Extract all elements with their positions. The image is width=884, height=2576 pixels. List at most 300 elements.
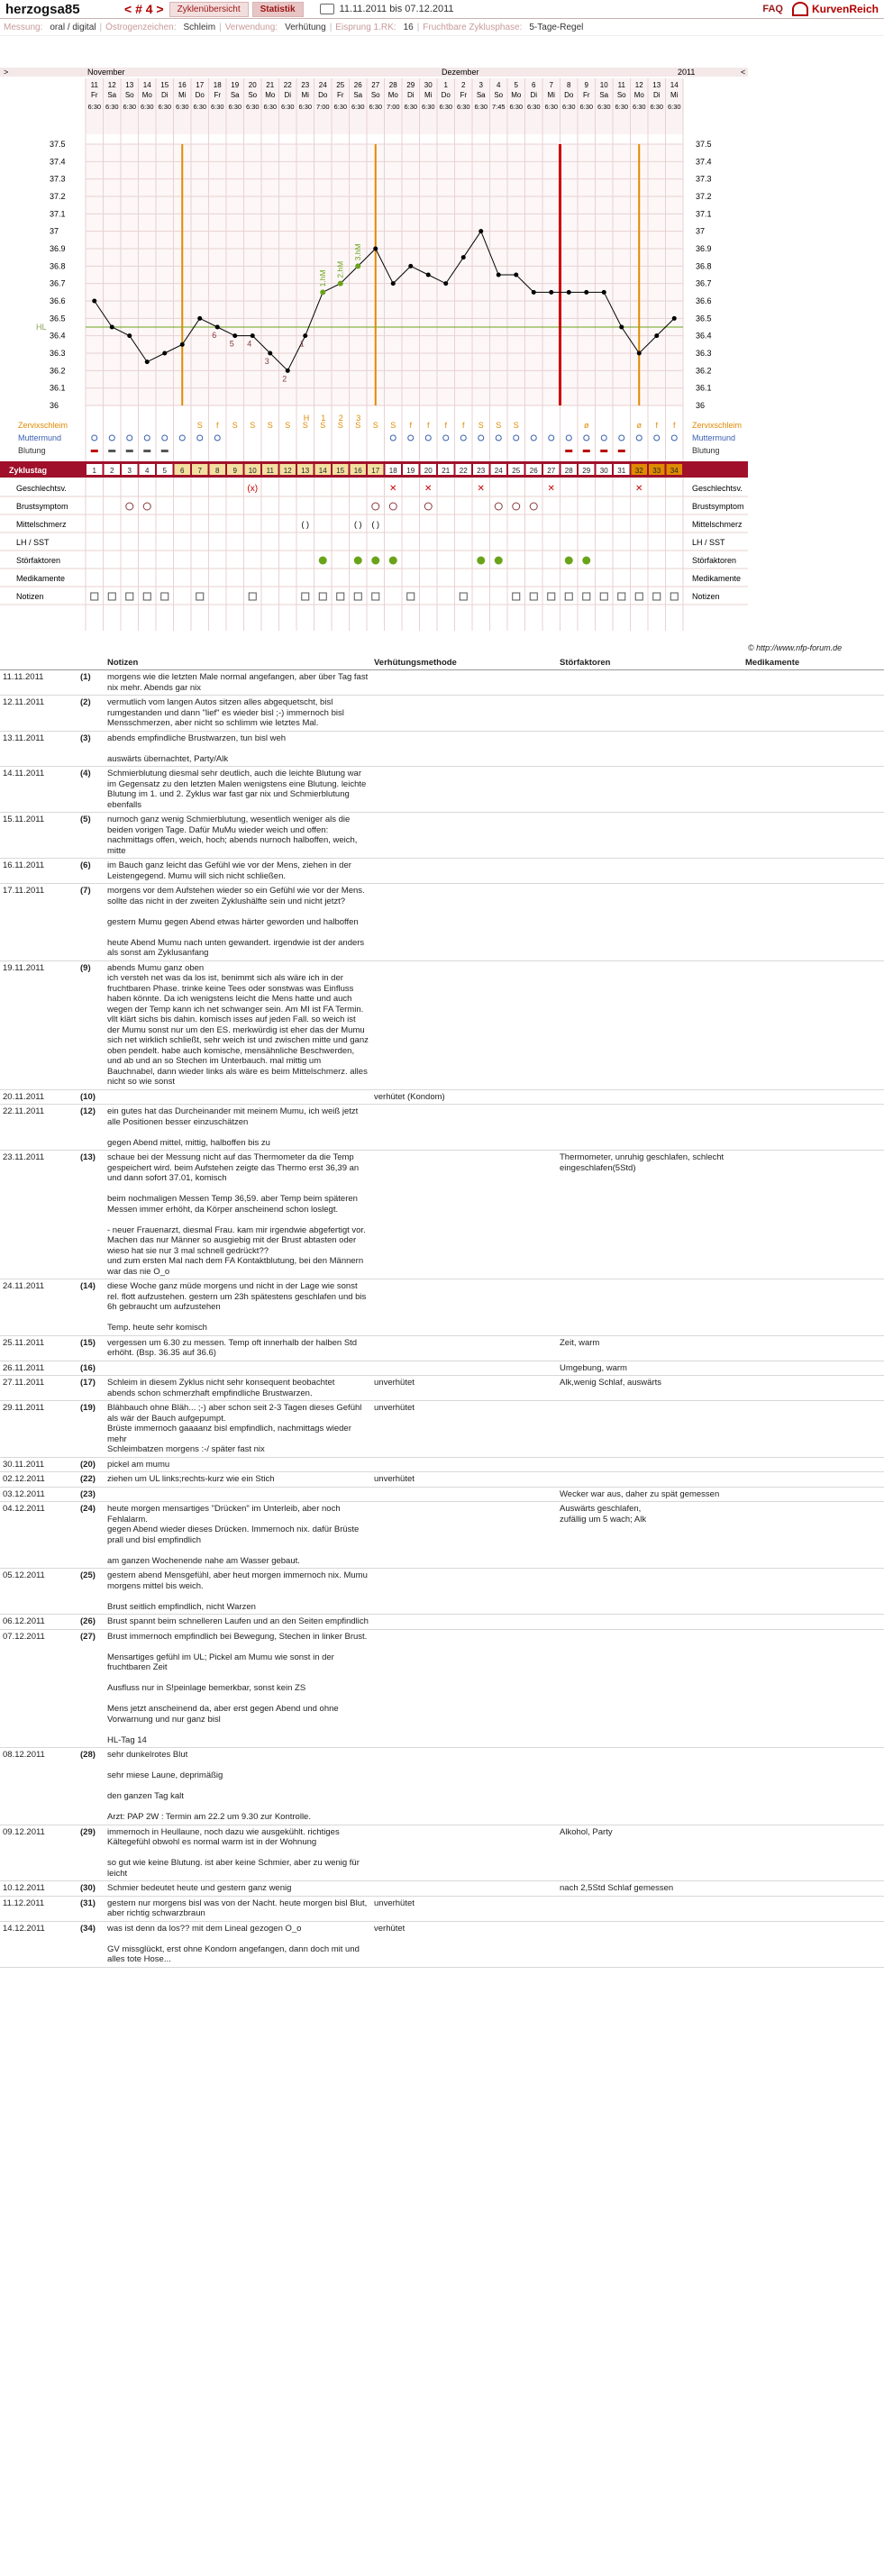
subnav-item: 5-Tage-Regel bbox=[529, 22, 584, 32]
day-number: 11 bbox=[90, 81, 98, 89]
day-number: 17 bbox=[196, 81, 205, 89]
temperature-point bbox=[286, 369, 290, 373]
y-tick-label: 36.1 bbox=[50, 383, 66, 393]
cycle-day-number: 20 bbox=[424, 467, 433, 475]
cervical-mucus-value: f bbox=[655, 421, 659, 430]
weekday-label: Sa bbox=[107, 91, 117, 99]
temperature-point bbox=[232, 333, 237, 338]
row-label-notizen: Notizen bbox=[16, 592, 44, 601]
time-label: 6:30 bbox=[333, 103, 348, 111]
note-icon bbox=[143, 593, 150, 600]
cell-medication bbox=[743, 1472, 884, 1488]
cycle-day-number: 26 bbox=[529, 467, 538, 475]
logo-text: KurvenReich bbox=[811, 3, 879, 15]
temperature-point bbox=[162, 351, 167, 356]
cycle-day-number: 29 bbox=[582, 467, 591, 475]
cell-s bbox=[557, 767, 743, 813]
time-label: 6:30 bbox=[474, 103, 488, 111]
cervical-mucus-value: S bbox=[232, 421, 238, 430]
cell-s bbox=[557, 1615, 743, 1630]
subnav-item: Schleim bbox=[183, 22, 216, 32]
temperature-point bbox=[654, 333, 659, 338]
cell-medication bbox=[743, 884, 884, 961]
weekday-label: Do bbox=[441, 91, 451, 99]
y-tick-label-right: 36 bbox=[696, 401, 706, 410]
time-label: 6:30 bbox=[245, 103, 260, 111]
cell-s bbox=[557, 731, 743, 767]
cell-num: (5) bbox=[77, 813, 105, 859]
cell-medication bbox=[743, 1921, 884, 1967]
username: herzogsa85 bbox=[5, 1, 80, 17]
cell-s bbox=[557, 1472, 743, 1488]
cell-medication bbox=[743, 1748, 884, 1825]
day-number: 13 bbox=[125, 81, 134, 89]
high-label: 2.hM bbox=[335, 260, 345, 278]
y-tick-label-right: 36.3 bbox=[696, 349, 712, 358]
cycle-day-number: 32 bbox=[634, 467, 643, 475]
high-label: 1.hM bbox=[318, 269, 328, 287]
cycle-day-number: 3 bbox=[127, 467, 132, 475]
y-tick-label-right: 36.4 bbox=[696, 331, 712, 341]
intercourse-icon: ✕ bbox=[424, 484, 433, 494]
cell-v bbox=[371, 1151, 557, 1279]
cell-num: (30) bbox=[77, 1881, 105, 1897]
time-label: 6:30 bbox=[404, 103, 418, 111]
time-label: 6:30 bbox=[579, 103, 594, 111]
temperature-point bbox=[426, 273, 431, 278]
cell-s bbox=[557, 1629, 743, 1748]
cervical-mucus-value: f bbox=[426, 421, 430, 430]
cell-medication bbox=[743, 859, 884, 884]
temperature-point bbox=[320, 289, 325, 295]
row-label-zervix: Zervixschleim bbox=[18, 421, 68, 430]
note-icon bbox=[530, 593, 537, 600]
row-label-right-stoer: Störfaktoren bbox=[692, 556, 737, 565]
note-icon bbox=[513, 593, 520, 600]
cell-note: vermutlich vom langen Autos sitzen alles abgequetscht, bisl rumgestanden und dann "lief" es wieder bisl ;-) immernoch bisl Mensschmerzen, aber nicht so schlimm wie letztes Mal. bbox=[105, 696, 371, 732]
cell-note bbox=[105, 1487, 371, 1502]
time-label: 7:00 bbox=[315, 103, 330, 111]
disturbance-icon bbox=[495, 557, 503, 565]
temperature-point bbox=[602, 290, 606, 295]
cell-medication bbox=[743, 813, 884, 859]
cervical-mucus-value: f bbox=[409, 421, 413, 430]
cell-date: 29.11.2011 bbox=[0, 1401, 77, 1458]
row-label-right-geschlecht: Geschlechtsv. bbox=[692, 484, 743, 493]
cell-num: (31) bbox=[77, 1896, 105, 1921]
pain-icon: ( ) bbox=[354, 520, 362, 529]
cell-num: (7) bbox=[77, 884, 105, 961]
cell-v: verhütet (Kondom) bbox=[371, 1089, 557, 1105]
note-icon bbox=[249, 593, 256, 600]
row-label-geschlecht: Geschlechtsv. bbox=[16, 484, 67, 493]
cell-s: Alk,wenig Schlaf, auswärts bbox=[557, 1376, 743, 1401]
cell-num: (9) bbox=[77, 960, 105, 1089]
weekday-label: Mi bbox=[424, 91, 433, 99]
y-tick-label-right: 37.3 bbox=[696, 174, 712, 184]
day-number: 24 bbox=[318, 81, 327, 89]
temperature-point bbox=[567, 290, 571, 295]
printer-icon[interactable] bbox=[320, 4, 334, 14]
weekday-label: Di bbox=[406, 91, 415, 99]
cycle-day-number: 7 bbox=[197, 467, 202, 475]
cell-v: unverhütet bbox=[371, 1401, 557, 1458]
table-row bbox=[0, 1279, 884, 1336]
row-label-right-zervix: Zervixschleim bbox=[692, 421, 743, 430]
cell-v bbox=[371, 1502, 557, 1569]
cycle-day-number: 17 bbox=[371, 467, 380, 475]
cycle-day-number: 31 bbox=[617, 467, 626, 475]
day-number: 4 bbox=[497, 81, 501, 89]
cell-medication bbox=[743, 1457, 884, 1472]
table-row bbox=[0, 1615, 884, 1630]
note-icon bbox=[548, 593, 555, 600]
cell-s bbox=[557, 813, 743, 859]
time-label: 6:30 bbox=[123, 103, 137, 111]
day-number: 1 bbox=[443, 81, 448, 89]
cell-medication bbox=[743, 1401, 884, 1458]
day-number: 9 bbox=[584, 81, 588, 89]
cell-v bbox=[371, 1881, 557, 1897]
phase-marker: 1 bbox=[321, 414, 326, 423]
cervical-mucus-value: f bbox=[444, 421, 448, 430]
cell-num: (24) bbox=[77, 1502, 105, 1569]
cell-medication bbox=[743, 1151, 884, 1279]
cell-v bbox=[371, 670, 557, 696]
cycle-day-number: 11 bbox=[266, 467, 274, 475]
y-tick-label-right: 37.5 bbox=[696, 140, 712, 149]
weekday-label: Mo bbox=[633, 91, 644, 99]
pain-icon: ( ) bbox=[371, 520, 379, 529]
note-icon bbox=[108, 593, 115, 600]
day-number: 25 bbox=[336, 81, 345, 89]
y-tick-label: 37.5 bbox=[50, 140, 66, 149]
table-row bbox=[0, 960, 884, 1089]
y-tick-label: 37.2 bbox=[50, 192, 66, 201]
disturbance-icon bbox=[565, 557, 573, 565]
row-label-right-muttermund: Muttermund bbox=[692, 433, 736, 442]
y-tick-label-right: 36.9 bbox=[696, 244, 712, 253]
table-row bbox=[0, 767, 884, 813]
cell-num: (15) bbox=[77, 1335, 105, 1361]
cell-medication bbox=[743, 731, 884, 767]
cell-s bbox=[557, 1921, 743, 1967]
temperature-chart bbox=[0, 68, 748, 644]
cervical-mucus-value: S bbox=[372, 421, 378, 430]
bleeding-icon bbox=[565, 450, 572, 452]
temperature-point bbox=[619, 325, 624, 330]
cell-s bbox=[557, 884, 743, 961]
cell-s bbox=[557, 696, 743, 732]
cell-note bbox=[105, 1089, 371, 1105]
row-label-lh: LH / SST bbox=[16, 538, 50, 547]
cell-note: sehr dunkelrotes Blut sehr miese Laune, deprimäßig den ganzen Tag kalt Arzt: PAP 2W : Termin am 22.2 um 9.30 zur Kontrolle. bbox=[105, 1748, 371, 1825]
cell-date: 14.12.2011 bbox=[0, 1921, 77, 1967]
row-label-right-notizen: Notizen bbox=[692, 592, 720, 601]
cell-s: Thermometer, unruhig geschlafen, schlecht eingeschlafen(5Std) bbox=[557, 1151, 743, 1279]
cervical-mucus-value: S bbox=[513, 421, 519, 430]
cell-note: schaue bei der Messung nicht auf das Thermometer da die Temp gespeichert wird. beim Aufstehen zeigte das Thermo erst 36,39 an und dann sofort 37.01, komisch beim nochmaligen Messen Temp 36,59. aber Temp beim späteren Messen immer erhöht, da Körper anscheinend schon loslegt. - neuer Frauenarzt, diesmal Frau. kam mir irgendwie abgefertigt vor. Machen das nur Männer so ausgiebig mit der Brust abtasten oder wieso hat sie nur 3 mal schnell gedrückt?? und zum ersten Mal nach dem FA Kontaktblutung, bei den Männern war das nie O_o bbox=[105, 1151, 371, 1279]
cell-v bbox=[371, 1825, 557, 1881]
cell-date: 20.11.2011 bbox=[0, 1089, 77, 1105]
cervical-mucus-value: S bbox=[390, 421, 396, 430]
note-icon bbox=[126, 593, 133, 600]
row-label-right-mittel: Mittelschmerz bbox=[692, 520, 743, 529]
cell-date: 08.12.2011 bbox=[0, 1748, 77, 1825]
weekday-label: Fr bbox=[582, 91, 590, 99]
cell-note: Schmierblutung diesmal sehr deutlich, auch die leichte Blutung war im Gegensatz zu den letzten Malen wenigstens eine Blutung. leichte Blutung im 1. und 2. Zyklus war fast gar nix und Schmierblutung ebenfalls bbox=[105, 767, 371, 813]
bleeding-icon bbox=[161, 450, 169, 452]
cycle-day-number: 30 bbox=[599, 467, 608, 475]
cell-date: 26.11.2011 bbox=[0, 1361, 77, 1376]
cervical-mucus-value: S bbox=[250, 421, 256, 430]
time-label: 6:30 bbox=[369, 103, 383, 111]
bleeding-icon bbox=[108, 450, 115, 452]
day-number: 14 bbox=[670, 81, 679, 89]
cycle-day-number: 21 bbox=[442, 467, 451, 475]
cell-medication bbox=[743, 960, 884, 1089]
cell-v bbox=[371, 1457, 557, 1472]
low-label: 2 bbox=[282, 374, 287, 384]
cell-v bbox=[371, 767, 557, 813]
time-label: 6:30 bbox=[175, 103, 189, 111]
month-label: 2011 bbox=[678, 68, 696, 77]
temperature-point bbox=[215, 325, 220, 330]
cell-date: 19.11.2011 bbox=[0, 960, 77, 1089]
cell-date: 24.11.2011 bbox=[0, 1279, 77, 1336]
cell-date: 07.12.2011 bbox=[0, 1629, 77, 1748]
cell-date: 17.11.2011 bbox=[0, 884, 77, 961]
cell-v: unverhütet bbox=[371, 1472, 557, 1488]
day-number: 2 bbox=[461, 81, 466, 89]
y-tick-label: 37.3 bbox=[50, 174, 66, 184]
time-label: 6:30 bbox=[561, 103, 576, 111]
weekday-label: Mi bbox=[670, 91, 679, 99]
y-tick-label: 36.5 bbox=[50, 314, 66, 323]
time-label: 6:30 bbox=[632, 103, 646, 111]
y-tick-label: 37 bbox=[50, 226, 59, 236]
cell-v bbox=[371, 1629, 557, 1748]
cell-note: Brust immernoch empfindlich bei Bewegung, Stechen in linker Brust. Mensartiges gefühl im UL; Pickel am Mumu wie sonst in der fruchtbaren Zeit Ausfluss nur in S!peinlage bemerkbar, sonst kein ZS Mens jetzt anscheinend da, aber erst gegen Abend und ohne Vorwarnung und nur ganz bisl HL-Tag 14 bbox=[105, 1629, 371, 1748]
cell-note: morgens wie die letzten Male normal angefangen, aber über Tag fast nix mehr. Abends gar nix bbox=[105, 670, 371, 696]
weekday-label: Di bbox=[160, 91, 169, 99]
cell-s: Auswärts geschlafen, zufällig um 5 wach; Alk bbox=[557, 1502, 743, 1569]
y-tick-label-right: 36.6 bbox=[696, 296, 712, 305]
table-row bbox=[0, 1335, 884, 1361]
cell-num: (34) bbox=[77, 1921, 105, 1967]
cell-note: abends empfindliche Brustwarzen, tun bisl weh auswärts übernachtet, Party/Alk bbox=[105, 731, 371, 767]
date-range: 11.11.2011 bis 07.12.2011 bbox=[339, 4, 454, 14]
weekday-label: Fr bbox=[336, 91, 344, 99]
cell-medication bbox=[743, 1279, 884, 1336]
time-label: 6:30 bbox=[456, 103, 470, 111]
cell-v bbox=[371, 1361, 557, 1376]
table-row bbox=[0, 1487, 884, 1502]
y-tick-label: 36.2 bbox=[50, 366, 66, 376]
temperature-point bbox=[461, 255, 466, 259]
cervical-mucus-value: S bbox=[337, 421, 343, 430]
note-icon bbox=[460, 593, 467, 600]
day-number: 12 bbox=[634, 81, 643, 89]
row-label-right-brust: Brustsymptom bbox=[692, 502, 744, 511]
cycle-selector[interactable]: < # 4 > bbox=[124, 2, 164, 16]
kurvenreich-logo[interactable] bbox=[792, 2, 884, 16]
temperature-point bbox=[672, 316, 677, 321]
cell-medication bbox=[743, 1881, 884, 1897]
y-tick-label: 36.6 bbox=[50, 296, 66, 305]
time-label: 6:30 bbox=[650, 103, 664, 111]
cell-num: (6) bbox=[77, 859, 105, 884]
weekday-label: So bbox=[248, 91, 258, 99]
table-row bbox=[0, 1089, 884, 1105]
note-icon bbox=[302, 593, 309, 600]
cell-date: 22.11.2011 bbox=[0, 1105, 77, 1151]
row-label-brust: Brustsymptom bbox=[16, 502, 68, 511]
temperature-point bbox=[338, 281, 343, 287]
weekday-label: Mi bbox=[547, 91, 555, 99]
table-row bbox=[0, 1376, 884, 1401]
cell-num: (4) bbox=[77, 767, 105, 813]
cell-num: (16) bbox=[77, 1361, 105, 1376]
day-number: 5 bbox=[514, 81, 518, 89]
temperature-point bbox=[180, 342, 185, 347]
disturbance-icon bbox=[371, 557, 379, 565]
cell-note: ein gutes hat das Durcheinander mit meinem Mumu, ich weiß jetzt alle Positionen besser einzuschätzen gegen Abend mittel, mittig, halboffen bis zu bbox=[105, 1105, 371, 1151]
cell-v bbox=[371, 1487, 557, 1502]
day-number: 23 bbox=[301, 81, 310, 89]
cell-note: morgens vor dem Aufstehen wieder so ein Gefühl wie vor der Mens. sollte das nicht in der zweiten Zyklushälfte sein und nicht jetzt? gestern Mumu gegen Abend etwas härter geworden und halboffen heute Abend Mumu nach unten gewandert. irgendwie ist der anders als sonst am Zyklusanfang bbox=[105, 884, 371, 961]
cell-date: 09.12.2011 bbox=[0, 1825, 77, 1881]
time-label: 6:30 bbox=[615, 103, 629, 111]
tab-cycle-overview[interactable]: Zyklenübersicht bbox=[169, 2, 249, 17]
cycle-day-number: 15 bbox=[336, 467, 345, 475]
table-row bbox=[0, 731, 884, 767]
cell-medication bbox=[743, 767, 884, 813]
cell-date: 12.11.2011 bbox=[0, 696, 77, 732]
y-tick-label-right: 36.7 bbox=[696, 278, 712, 288]
y-tick-label: 36.3 bbox=[50, 349, 66, 358]
cell-note bbox=[105, 1361, 371, 1376]
tab-statistics[interactable]: Statistik bbox=[252, 2, 304, 17]
cell-v bbox=[371, 1615, 557, 1630]
y-tick-label: 36.7 bbox=[50, 278, 66, 288]
cell-num: (23) bbox=[77, 1487, 105, 1502]
cell-s bbox=[557, 1457, 743, 1472]
faq-link[interactable]: FAQ bbox=[762, 4, 783, 14]
day-number: 22 bbox=[283, 81, 292, 89]
temperature-point bbox=[443, 281, 448, 286]
y-tick-label: 36.4 bbox=[50, 331, 66, 341]
cell-num: (25) bbox=[77, 1569, 105, 1615]
disturbance-icon bbox=[389, 557, 397, 565]
weekday-label: Sa bbox=[230, 91, 240, 99]
table-row bbox=[0, 1472, 884, 1488]
cell-note: heute morgen mensartiges "Drücken" im Unterleib, aber noch Fehlalarm. gegen Abend wieder dieses Drücken. Immernoch nix. dafür Brüste prall und bisl empfindlich am ganzen Wochenende nahe am Wasser gebaut. bbox=[105, 1502, 371, 1569]
cell-medication bbox=[743, 1089, 884, 1105]
day-number: 30 bbox=[424, 81, 433, 89]
cell-s bbox=[557, 670, 743, 696]
disturbance-icon bbox=[582, 557, 590, 565]
day-number: 7 bbox=[549, 81, 553, 89]
cell-medication bbox=[743, 1629, 884, 1748]
disturbance-icon bbox=[477, 557, 485, 565]
y-tick-label: 36.8 bbox=[50, 261, 66, 271]
cell-s bbox=[557, 1569, 743, 1615]
table-row bbox=[0, 1881, 884, 1897]
cycle-day-number: 28 bbox=[564, 467, 573, 475]
weekday-label: Di bbox=[284, 91, 292, 99]
table-row bbox=[0, 1457, 884, 1472]
weekday-label: Fr bbox=[214, 91, 222, 99]
cell-medication bbox=[743, 1361, 884, 1376]
low-label: 3 bbox=[264, 357, 269, 366]
cell-v: verhütet bbox=[371, 1921, 557, 1967]
cell-note: pickel am mumu bbox=[105, 1457, 371, 1472]
cell-v: unverhütet bbox=[371, 1896, 557, 1921]
temperature-point bbox=[92, 299, 96, 304]
cell-medication bbox=[743, 1105, 884, 1151]
col-notes: Notizen bbox=[105, 656, 371, 670]
time-label: 6:30 bbox=[544, 103, 559, 111]
y-tick-label-right: 37.1 bbox=[696, 209, 712, 219]
day-number: 19 bbox=[231, 81, 240, 89]
table-row bbox=[0, 813, 884, 859]
cell-date: 15.11.2011 bbox=[0, 813, 77, 859]
cell-s: Wecker war aus, daher zu spät gemessen bbox=[557, 1487, 743, 1502]
cycle-day-number: 4 bbox=[145, 467, 150, 475]
cell-v bbox=[371, 1105, 557, 1151]
cell-date: 03.12.2011 bbox=[0, 1487, 77, 1502]
row-label-muttermund: Muttermund bbox=[18, 433, 62, 442]
subnav-item: Fruchtbare Zyklusphase: bbox=[423, 22, 523, 32]
subnav-item: Östrogenzeichen: bbox=[105, 22, 177, 32]
bleeding-icon bbox=[618, 450, 625, 452]
weekday-label: Mo bbox=[511, 91, 522, 99]
col-disturbances: Störfaktoren bbox=[557, 656, 743, 670]
cell-s bbox=[557, 859, 743, 884]
temperature-point bbox=[408, 264, 413, 269]
y-tick-label-right: 36.8 bbox=[696, 261, 712, 271]
table-row bbox=[0, 670, 884, 696]
cell-note: gestern nur morgens bisl was von der Nacht. heute morgen bisl Blut, aber richtig schwarzbraun bbox=[105, 1896, 371, 1921]
time-label: 6:30 bbox=[193, 103, 207, 111]
time-label: 6:30 bbox=[210, 103, 224, 111]
table-row bbox=[0, 1748, 884, 1825]
table-row bbox=[0, 884, 884, 961]
low-label: 5 bbox=[229, 339, 234, 349]
day-number: 6 bbox=[532, 81, 536, 89]
cell-num: (19) bbox=[77, 1401, 105, 1458]
day-number: 16 bbox=[178, 81, 187, 89]
note-icon bbox=[407, 593, 415, 600]
disturbance-icon bbox=[319, 557, 327, 565]
cervical-mucus-value: ø bbox=[584, 421, 589, 430]
cervical-mucus-value: S bbox=[320, 421, 326, 430]
table-row bbox=[0, 1629, 884, 1748]
intercourse-icon: ✕ bbox=[547, 484, 555, 494]
weekday-label: Do bbox=[318, 91, 328, 99]
note-icon bbox=[618, 593, 625, 600]
day-number: 26 bbox=[353, 81, 362, 89]
notes-table bbox=[0, 656, 884, 1968]
time-label: 6:30 bbox=[439, 103, 453, 111]
day-number: 15 bbox=[160, 81, 169, 89]
cycle-day-number: 6 bbox=[180, 467, 185, 475]
temperature-point bbox=[197, 316, 202, 321]
day-number: 11 bbox=[617, 81, 625, 89]
day-number: 10 bbox=[599, 81, 608, 89]
table-row bbox=[0, 1105, 884, 1151]
